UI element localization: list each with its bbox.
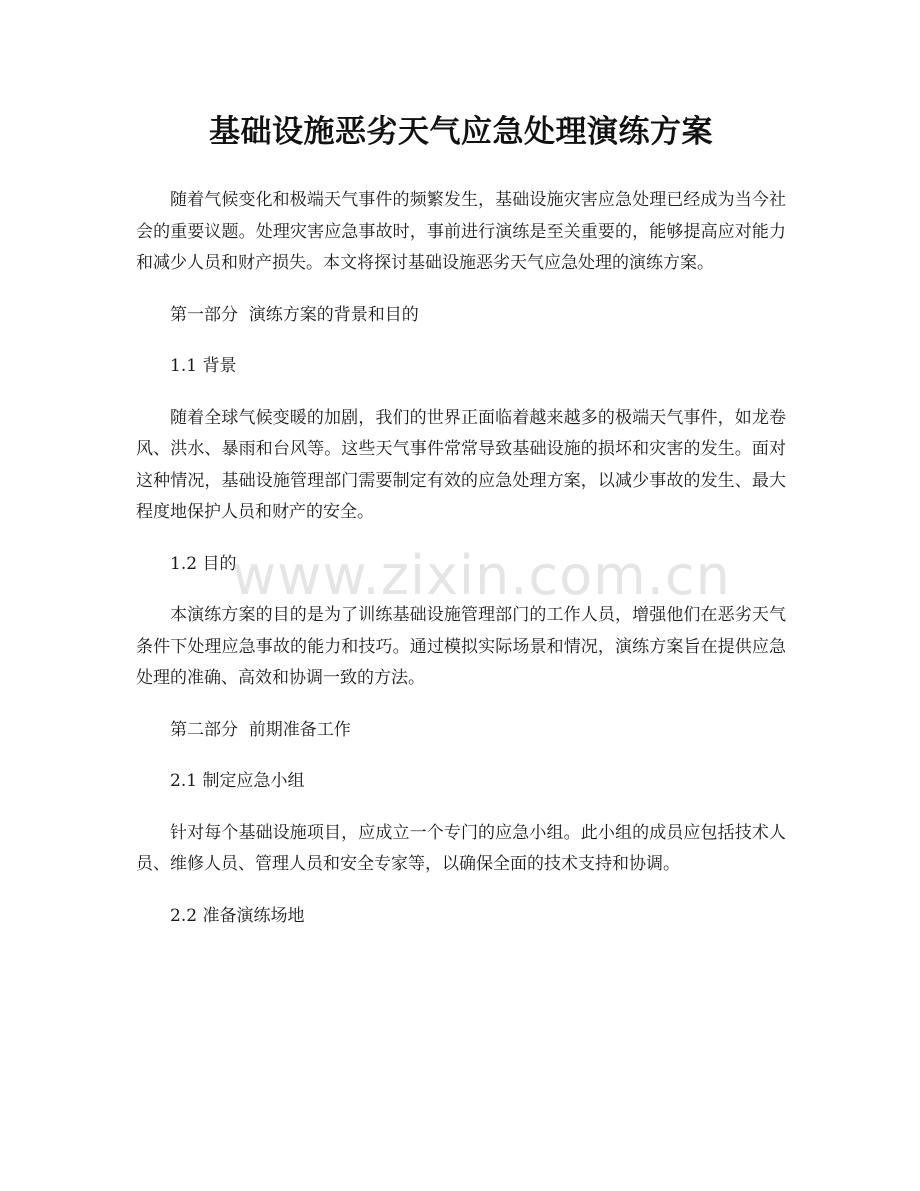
spacer	[136, 280, 786, 300]
section-2-2-heading: 2.2 准备演练场地	[170, 905, 305, 926]
section-1-1-heading: 1.1 背景	[170, 356, 237, 376]
watermark-text: www.zixin.com.cn	[232, 544, 731, 607]
section-2-1-heading: 2.1 制定应急小组	[170, 771, 305, 791]
part2-heading: 第二部分 前期准备工作	[170, 719, 351, 740]
section-1-2-paragraph: 本演练方案的目的是为了训练基础设施管理部门的工作人员，增强他们在恶劣天气条件下处理应急事故的能力和技巧。通过模拟实际场景和情况，演练方案旨在提供应急处理的准确、高效和协调一致的方法。	[136, 605, 786, 688]
spacer	[136, 529, 786, 549]
spacer	[136, 798, 786, 818]
spacer	[136, 156, 786, 185]
section-1-2-heading: 1.2 目的	[170, 553, 237, 574]
intro-paragraph: 随着气候变化和极端天气事件的频繁发生，基础设施灾害应急处理已经成为当今社会的重要议题。处理灾害应急事故时，事前进行演练是至关重要的，能够提高应对能力和减少人员和财产损失。本文将探讨基础设施恶劣天气应急处理的演练方案。	[136, 190, 786, 273]
spacer	[136, 580, 786, 600]
spacer	[136, 695, 786, 715]
document-title: 基础设施恶劣天气应急处理演练方案	[209, 114, 713, 150]
section-2-1-paragraph: 针对每个基础设施项目，应成立一个专门的应急小组。此小组的成员应包括技术人员、维修人员、管理人员和安全专家等，以确保全面的技术支持和协调。	[136, 822, 786, 874]
spacer	[136, 331, 786, 351]
document-page	[136, 108, 786, 932]
section-1-1-paragraph: 随着全球气候变暖的加剧，我们的世界正面临着越来越多的极端天气事件，如龙卷风、洪水、暴雨和台风等。这些天气事件常常导致基础设施的损坏和灾害的发生。面对这种情况，基础设施管理部门需要制定有效的应急处理方案，以减少事故的发生、最大程度地保护人员和财产的安全。	[136, 407, 786, 522]
part1-heading: 第一部分 演练方案的背景和目的	[170, 304, 419, 325]
spacer	[136, 746, 786, 766]
spacer	[136, 383, 786, 403]
spacer	[136, 881, 786, 901]
